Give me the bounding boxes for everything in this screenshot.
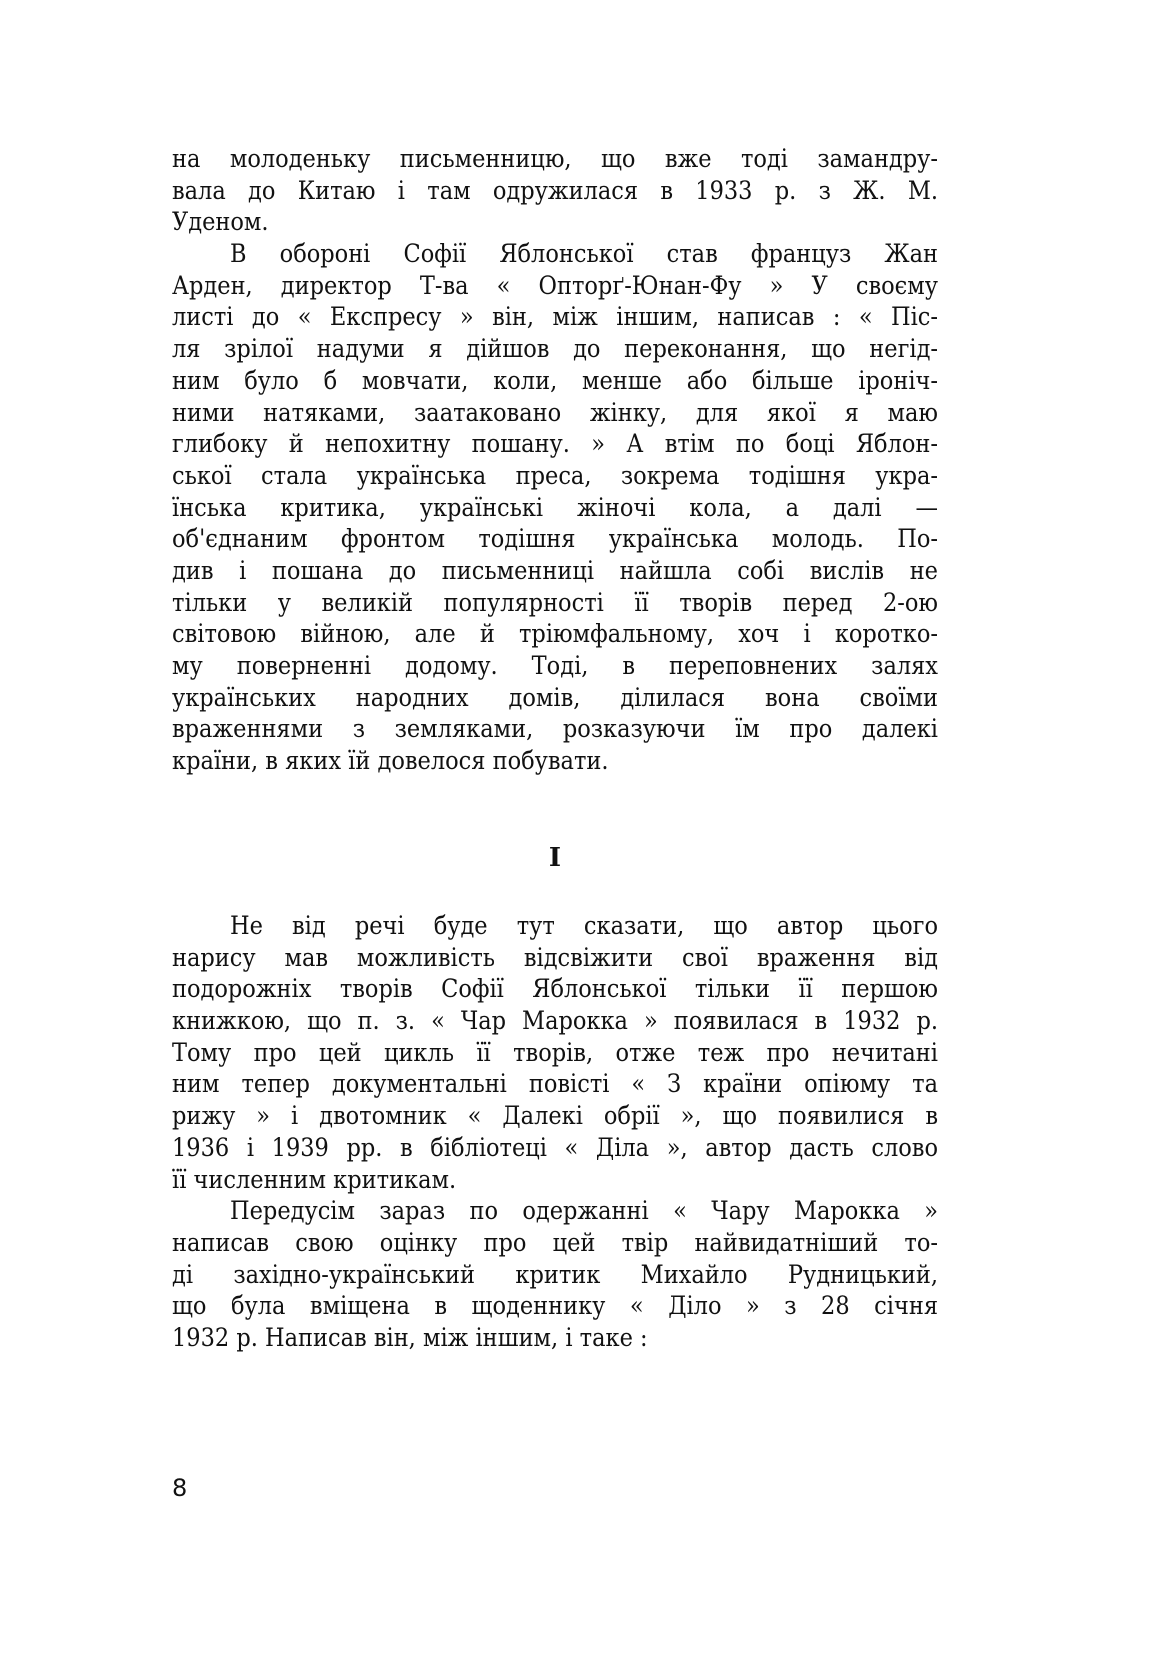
text-block-2 — [172, 910, 938, 1354]
text-line: ля зрілої надуми я дійшов до переконання, що негід- — [172, 334, 938, 364]
text-line: рижу » і двотомник « Далекі обрії », що появилися в — [172, 1101, 938, 1131]
text-line: подорожніх творів Софії Яблонської тільки її першою — [172, 974, 938, 1004]
text-line: ської стала українська преса, зокрема тодішня укра- — [172, 460, 938, 490]
text-line: В обороні Софії Яблонської став француз Жан — [230, 239, 938, 269]
text-line: листі до « Експресу » він, між іншим, написав : « Піс- — [172, 302, 938, 332]
text-line: нарису мав можливість відсвіжити свої враження від — [172, 942, 938, 972]
text-line: Арден, директор Т-ва « Опторґ-Юнан-Фу » У своєму — [172, 270, 938, 300]
text-line: об'єднаним фронтом тодішня українська молодь. По- — [172, 524, 938, 554]
text-line: 1936 і 1939 рр. в бібліотеці « Діла », автор дасть слово — [172, 1132, 938, 1162]
text-line: книжкою, що п. з. « Чар Марокка » появилася в 1932 р. — [172, 1006, 938, 1036]
text-block-1 — [172, 143, 938, 777]
text-line: Не від речі буде тут сказати, що автор цього — [230, 911, 938, 940]
text-line: на молоденьку письменницю, що вже тоді замандру- — [172, 144, 938, 173]
text-line: Передусім зараз по одержанні « Чару Марокка » — [230, 1196, 938, 1226]
text-line: ними натяками, заатаковано жінку, для якої я маю — [172, 397, 938, 427]
text-line: їнська критика, українські жіночі кола, а далі — — [172, 492, 938, 522]
text-line: му поверненні додому. Тоді, в переповнених залях — [172, 651, 938, 680]
text-line: ним тепер документальні повісті « З країни опіюму та — [172, 1069, 938, 1099]
text-line: країни, в яких їй довелося побувати. — [172, 746, 609, 776]
text-line: написав свою оцінку про цей твір найвидатніший то- — [172, 1227, 938, 1257]
text-line: Тому про цей цикль її творів, отже теж про нечитані — [172, 1037, 938, 1067]
text-line: ним було б мовчати, коли, менше або більше іроніч- — [172, 365, 938, 395]
text-line: див і пошана до письменниці найшла собі вислів не — [172, 555, 938, 585]
text-line: враженнями з земляками, розказуючи їм про далекі — [172, 714, 938, 744]
text-line: тільки у великій популярності її творів перед 2-ою — [172, 587, 938, 617]
text-line: вала до Китаю і там одружилася в 1933 р. з Ж. М. — [172, 175, 938, 205]
text-line: світовою війною, але й тріюмфальному, хоч і коротко- — [172, 619, 938, 649]
text-line: що була вміщена в щоденнику « Діло » з 28 січня — [172, 1291, 938, 1321]
text-line: Уденом. — [172, 207, 269, 237]
text-line: її численним критикам. — [172, 1164, 457, 1194]
page-number: 8 — [172, 1474, 188, 1502]
text-line: глибоку й непохитну пошану. » А втім по боці Яблон- — [172, 429, 938, 459]
section-heading: I — [548, 843, 562, 873]
text-line: 1932 р. Написав він, між іншим, і таке : — [172, 1322, 648, 1352]
text-line: ді західно-український критик Михайло Рудницький, — [172, 1259, 938, 1289]
text-line: українських народних домів, ділилася вона своїми — [172, 682, 938, 712]
